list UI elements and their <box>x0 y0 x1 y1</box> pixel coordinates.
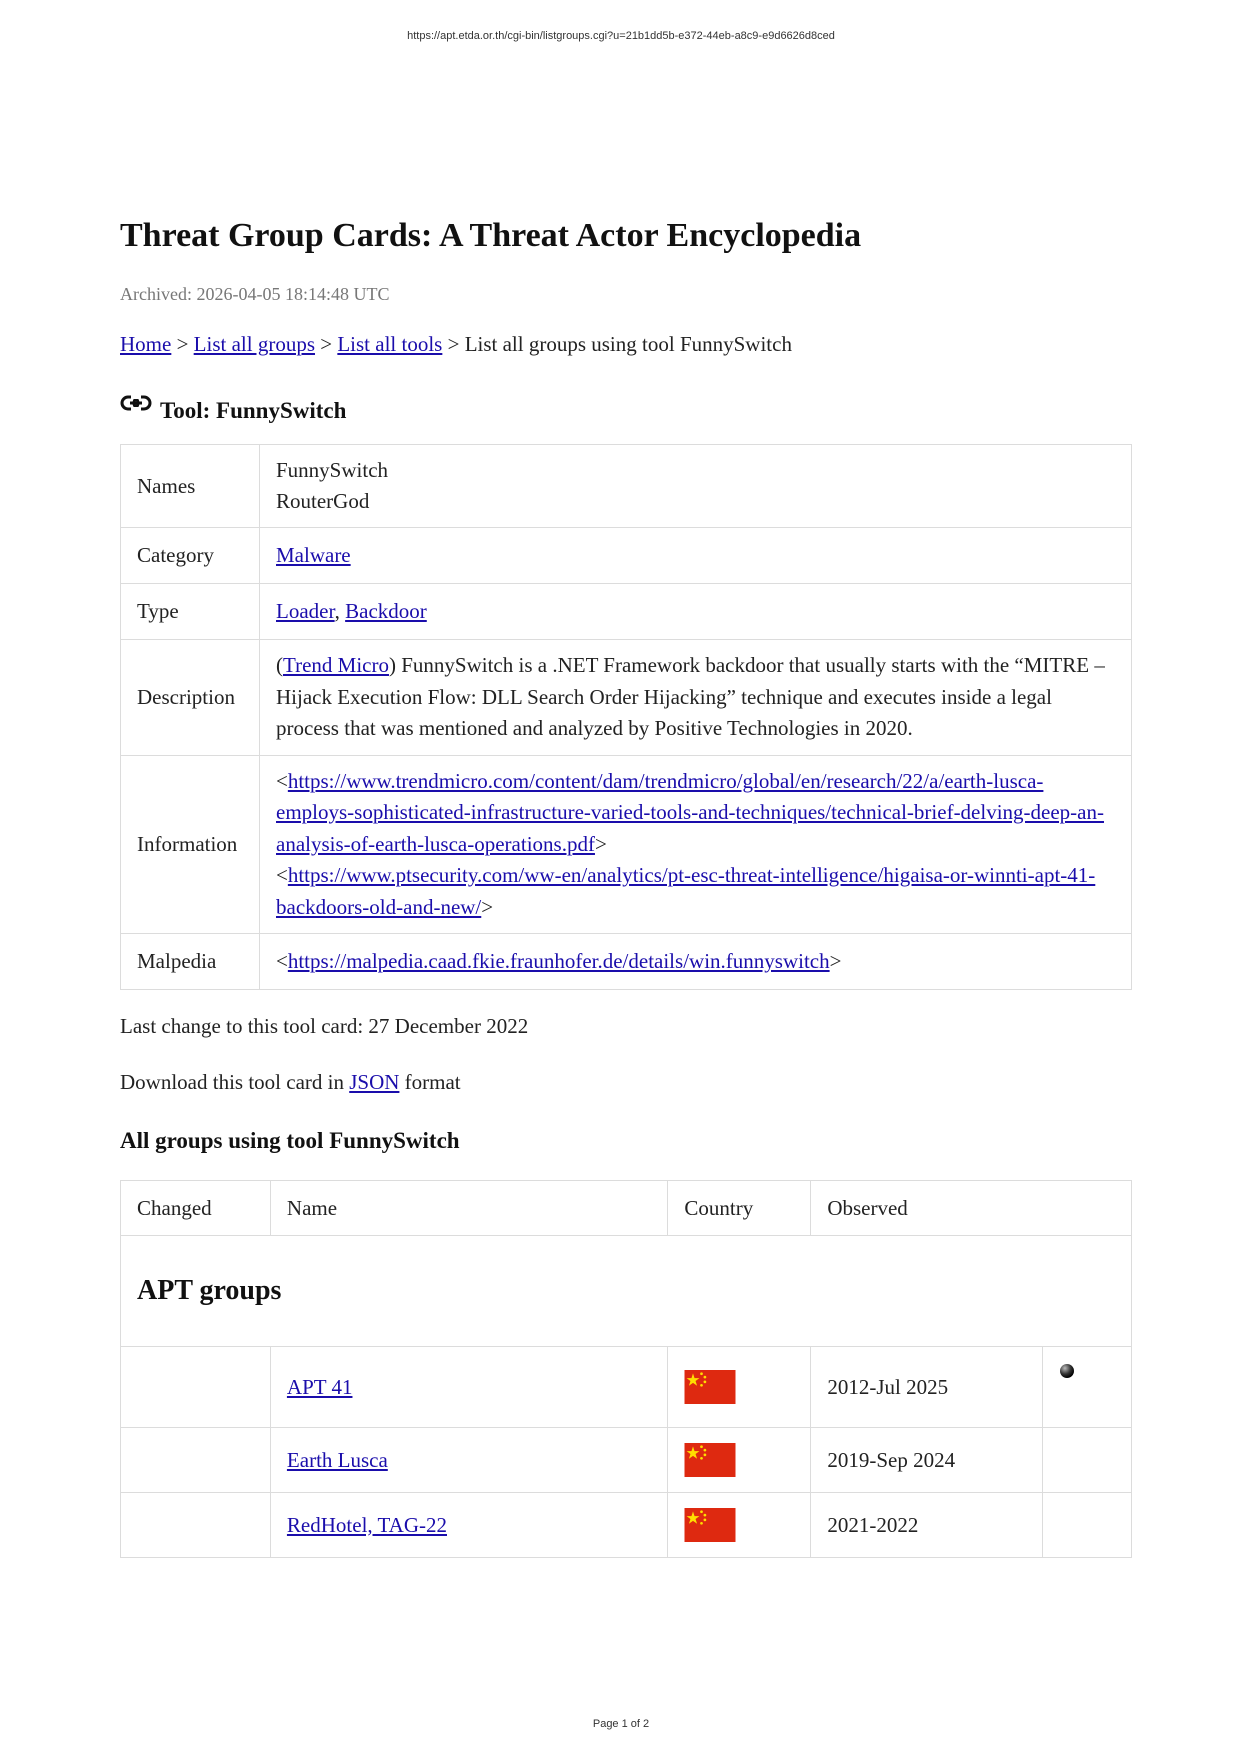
china-flag-icon <box>684 1508 736 1542</box>
information-value <box>260 755 1132 934</box>
angle-close: > <box>594 831 607 856</box>
description-text: FunnySwitch is a .NET Framework backdoor that usually starts with the “MITRE – Hijack Execution Flow: DLL Search Order Hijacking” technique and executes inside a legal process that was mentioned and analyzed by Positive Technologies in 2020. <box>276 653 1105 740</box>
breadcrumb-separator: > <box>447 332 460 356</box>
observed-cell: 2012-Jul 2025 <box>811 1347 1043 1428</box>
type-backdoor-link[interactable]: Backdoor <box>345 599 427 623</box>
group-link[interactable]: RedHotel, TAG-22 <box>286 1512 447 1537</box>
malpedia-row <box>121 934 1132 990</box>
country-cell <box>668 1347 811 1428</box>
tool-alias: RouterGod <box>276 489 370 513</box>
column-header-name: Name <box>270 1181 667 1236</box>
malpedia-label: Malpedia <box>121 934 260 990</box>
table-row <box>121 1493 1132 1558</box>
information-row <box>121 755 1132 934</box>
description-label: Description <box>121 640 260 756</box>
malpedia-value <box>260 934 1132 990</box>
country-cell <box>668 1493 811 1558</box>
changed-cell <box>121 1428 271 1493</box>
type-value <box>260 584 1132 640</box>
changed-cell <box>121 1347 271 1428</box>
description-row <box>121 640 1132 756</box>
description-value: (Trend Micro) FunnySwitch is a .NET Framework backdoor that usually starts with the “MITRE – Hijack Execution Flow: DLL Search Order Hijacking” technique and executes inside a legal process that was mentioned and analyzed by Positive Technologies in 2020. <box>260 640 1132 756</box>
description-source-link[interactable]: Trend Micro <box>283 653 389 677</box>
globe-dot-icon <box>1059 1363 1075 1379</box>
china-flag-icon <box>684 1443 736 1477</box>
download-suffix: format <box>404 1070 461 1094</box>
page-title: Threat Group Cards: A Threat Actor Encyclopedia <box>120 217 862 254</box>
breadcrumb-separator: > <box>320 332 333 356</box>
name-cell <box>270 1493 667 1558</box>
type-row <box>121 584 1132 640</box>
link-icon <box>120 394 152 414</box>
group-link[interactable]: Earth Lusca <box>286 1447 388 1472</box>
category-value <box>260 528 1132 584</box>
table-row <box>121 1347 1132 1428</box>
marker-cell <box>1043 1428 1132 1493</box>
names-row <box>121 445 1132 528</box>
print-url: https://apt.etda.or.th/cgi-bin/listgroups.cgi?u=21b1dd5b-e372-44eb-a8c9-e9d6626d8ced <box>407 30 835 42</box>
column-header-observed: Observed <box>811 1181 1132 1236</box>
breadcrumb-current: List all groups using tool FunnySwitch <box>464 332 792 356</box>
information-entry <box>276 766 1115 861</box>
observed-cell: 2019-Sep 2024 <box>811 1428 1043 1493</box>
section-row <box>121 1236 1132 1347</box>
last-change-note: Last change to this tool card: 27 December 2022 <box>120 1014 529 1038</box>
name-cell <box>270 1347 667 1428</box>
group-link[interactable]: APT 41 <box>286 1374 353 1399</box>
category-link[interactable]: Malware <box>276 543 351 567</box>
column-header-changed: Changed <box>121 1181 271 1236</box>
names-value <box>260 445 1132 528</box>
angle-close: > <box>481 894 494 919</box>
information-label: Information <box>121 755 260 934</box>
changed-cell <box>121 1493 271 1558</box>
tool-name: FunnySwitch <box>276 458 389 482</box>
type-label: Type <box>121 584 260 640</box>
angle-open: < <box>276 949 288 973</box>
breadcrumb-home-link[interactable]: Home <box>120 332 172 356</box>
type-loader-link[interactable]: Loader <box>276 599 335 623</box>
marker-cell <box>1043 1493 1132 1558</box>
category-label: Category <box>121 528 260 584</box>
breadcrumb <box>120 330 1132 358</box>
groups-table <box>120 1180 1132 1558</box>
malpedia-link[interactable]: https://malpedia.caad.fkie.fraunhofer.de/details/win.funnyswitch <box>287 949 830 973</box>
information-link[interactable]: https://www.trendmicro.com/content/dam/trendmicro/global/en/research/22/a/earth-lusca-employs-sophisticated-infrastructure-varied-tools-and-techniques/technical-brief-delving-deep-an-analysis-of-earth-lusca-operations.pdf <box>276 768 1104 856</box>
information-link[interactable]: https://www.ptsecurity.com/ww-en/analytics/pt-esc-threat-intelligence/higaisa-or-winnti-apt-41-backdoors-old-and-new/ <box>276 863 1096 919</box>
angle-close: > <box>829 949 842 973</box>
archived-timestamp: Archived: 2026-04-05 18:14:48 UTC <box>120 284 390 304</box>
marker-cell <box>1043 1347 1132 1428</box>
names-label: Names <box>121 445 260 528</box>
type-separator: , <box>334 599 340 623</box>
country-cell <box>668 1428 811 1493</box>
table-row <box>121 1428 1132 1493</box>
china-flag-icon <box>684 1370 736 1404</box>
angle-open: < <box>276 768 288 793</box>
observed-cell: 2021-2022 <box>811 1493 1043 1558</box>
breadcrumb-separator: > <box>176 332 189 356</box>
main-content <box>120 212 1132 1558</box>
angle-open: < <box>276 863 288 887</box>
section-title: APT groups <box>121 1236 1132 1347</box>
information-entry <box>276 860 1115 923</box>
tool-heading <box>120 388 1132 424</box>
page-number: Page 1 of 2 <box>592 1718 650 1730</box>
breadcrumb-list-tools-link[interactable]: List all tools <box>337 332 443 356</box>
column-header-country: Country <box>668 1181 811 1236</box>
tool-card-table <box>120 444 1132 990</box>
groups-header-row <box>121 1181 1132 1236</box>
name-cell <box>270 1428 667 1493</box>
download-prefix: Download this tool card in <box>120 1070 344 1094</box>
category-row <box>121 528 1132 584</box>
groups-heading: All groups using tool FunnySwitch <box>120 1128 460 1153</box>
download-note <box>120 1068 1132 1096</box>
download-json-link[interactable]: JSON <box>349 1070 400 1094</box>
breadcrumb-list-groups-link[interactable]: List all groups <box>193 332 315 356</box>
tool-heading-text: Tool: FunnySwitch <box>160 398 347 423</box>
